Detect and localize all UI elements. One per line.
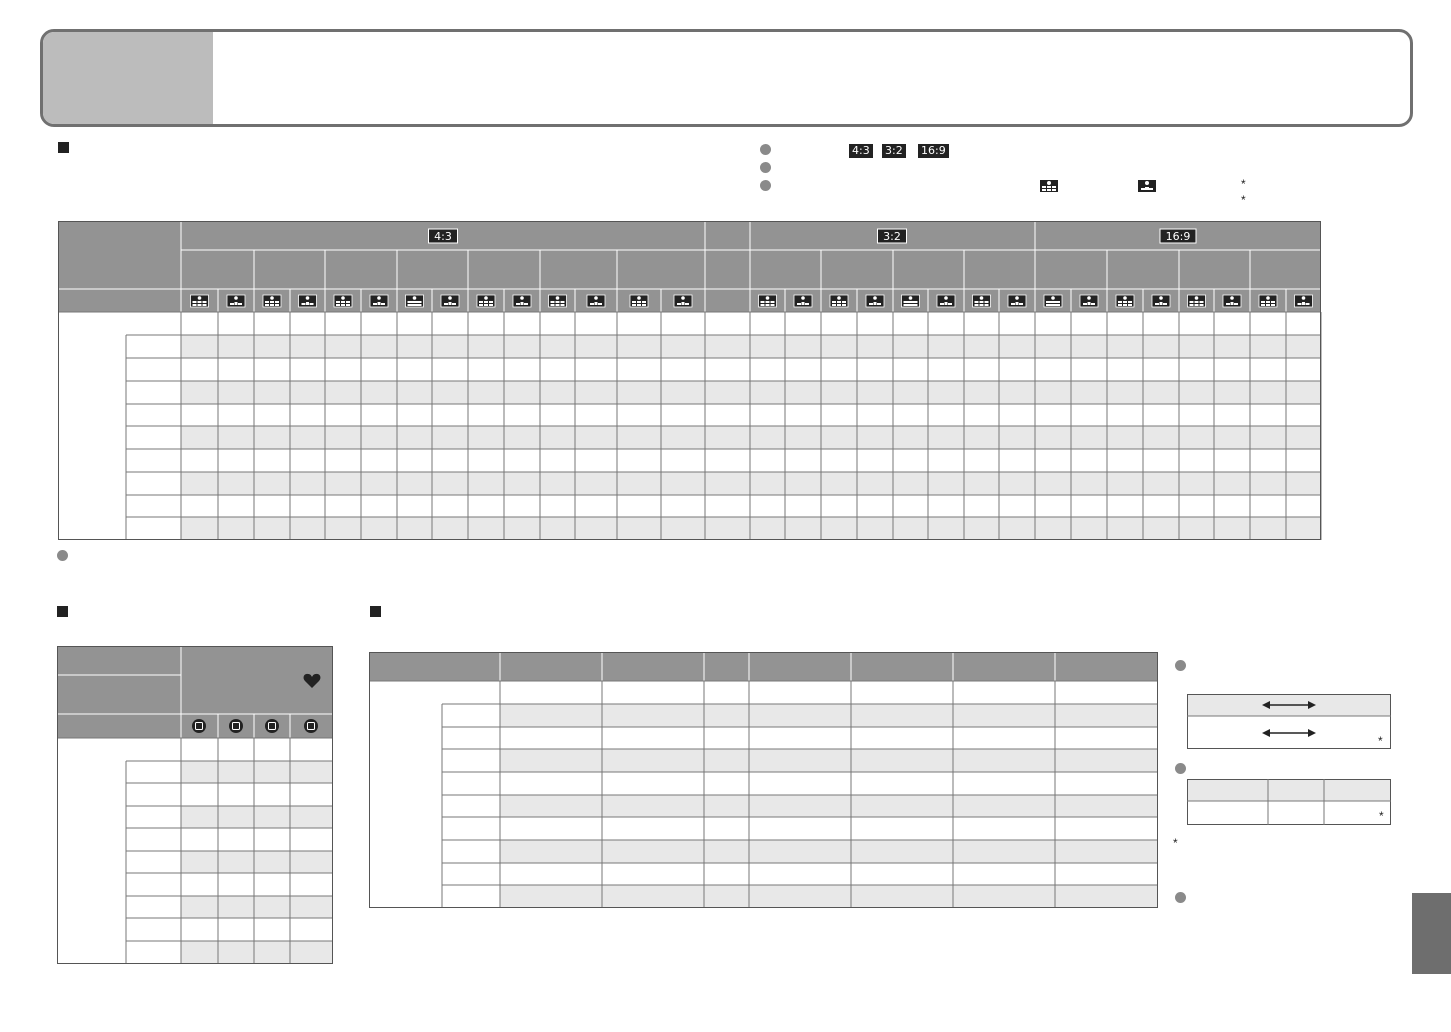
multi-area-af-icon [1116, 295, 1134, 307]
icon-af-point [1118, 301, 1122, 303]
icon-af-point [1123, 301, 1127, 303]
icon-af-point [1306, 303, 1310, 305]
icon-af-point [677, 303, 681, 305]
icon-af-point [275, 304, 279, 306]
icon-af-point [452, 303, 456, 305]
icon-af-point [940, 303, 944, 305]
camera-mode-icon [229, 719, 243, 733]
icon-af-point [832, 304, 836, 306]
arrow-head-right [1308, 729, 1316, 737]
icon-subject [837, 296, 841, 300]
icon-af-point [832, 301, 836, 303]
multi-area-af-icon [334, 295, 352, 307]
icon-subject [234, 296, 238, 300]
single-area-af-icon [441, 295, 459, 307]
aspect-badge-16-9: 16:9 [918, 144, 949, 158]
multi-area-af-icon [759, 295, 777, 307]
icon-af-point [985, 301, 989, 303]
icon-af-point [203, 301, 207, 303]
icon-af-point [1271, 301, 1275, 303]
aspect-badge-label: 16:9 [1165, 230, 1191, 243]
icon-af-point [561, 301, 565, 303]
icon-af-point [346, 304, 350, 306]
table-row-stripe [181, 941, 333, 964]
icon-af-point [484, 304, 488, 306]
icon-af-point [1088, 302, 1091, 305]
icon-subject [341, 296, 345, 300]
icon-subject [413, 296, 417, 300]
icon-af-point [524, 303, 528, 305]
icon-af-point [1046, 301, 1060, 303]
icon-af-point [230, 303, 234, 305]
single-area-af-icon [674, 295, 692, 307]
icon-af-point [802, 302, 805, 305]
icon-circle [304, 719, 318, 733]
icon-subject [484, 296, 488, 300]
multi-area-af-icon [191, 295, 209, 307]
icon-af-point [1226, 303, 1230, 305]
icon-subject [198, 296, 202, 300]
icon-af-point [842, 304, 846, 306]
icon-af-point [761, 301, 765, 303]
icon-af-point [1195, 301, 1199, 303]
icon-subject [377, 296, 381, 300]
table-row-stripe [1187, 779, 1391, 801]
camera-mode-icon [192, 719, 206, 733]
icon-af-point [975, 304, 979, 306]
icon-af-point [1261, 304, 1265, 306]
icon-af-point [985, 304, 989, 306]
icon-subject [1195, 296, 1199, 300]
asterisk-mark: * [1173, 836, 1178, 850]
icon-af-point [766, 301, 770, 303]
icon-af-point [1298, 303, 1302, 305]
icon-af-point [761, 304, 765, 306]
icon-af-point [1128, 304, 1132, 306]
icon-af-point [561, 304, 565, 306]
icon-af-point [980, 301, 984, 303]
table-row-stripe [500, 885, 1158, 908]
icon-af-point [1200, 304, 1204, 306]
icon-af-point [310, 303, 314, 305]
icon-subject [1051, 296, 1055, 300]
icon-af-point [685, 303, 689, 305]
icon-af-point [556, 304, 560, 306]
icon-af-point [797, 303, 801, 305]
table-row-stripe [500, 704, 1158, 727]
icon-af-point [1011, 303, 1015, 305]
side-index-tab [1412, 893, 1451, 974]
icon-af-point [198, 301, 202, 303]
table-row-stripe [181, 426, 1321, 449]
icon-af-point [877, 303, 881, 305]
icon-af-point [341, 301, 345, 303]
wide-area-af-icon [1044, 295, 1062, 307]
icon-af-point [341, 304, 345, 306]
single-area-af-icon [299, 295, 317, 307]
icon-af-point [595, 302, 598, 305]
icon-af-point [265, 301, 269, 303]
arrow-head-left [1262, 729, 1270, 737]
icon-af-point [598, 303, 602, 305]
icon-af-point [1118, 304, 1122, 306]
icon-af-point [302, 303, 306, 305]
icon-subject [681, 296, 685, 300]
icon-af-point [408, 304, 422, 306]
icon-af-point [1234, 303, 1238, 305]
icon-af-point [945, 302, 948, 305]
single-area-af-icon [227, 295, 245, 307]
icon-af-point [373, 303, 377, 305]
asterisk-mark: * [1241, 193, 1246, 207]
icon-af-point [874, 302, 877, 305]
icon-af-point [1046, 304, 1060, 306]
single-area-af-icon [937, 295, 955, 307]
icon-af-point [805, 303, 809, 305]
single-area-af-icon [587, 295, 605, 307]
single-area-af-icon [1152, 295, 1170, 307]
single-area-af-icon [866, 295, 884, 307]
icon-af-point [1200, 301, 1204, 303]
icon-af-point [1231, 302, 1234, 305]
icon-af-point [1261, 301, 1265, 303]
icon-af-point [1163, 303, 1167, 305]
icon-af-point [637, 304, 641, 306]
icon-af-point [556, 301, 560, 303]
wide-area-af-icon [406, 295, 424, 307]
icon-subject [1087, 296, 1091, 300]
multi-area-af-icon [549, 295, 567, 307]
icon-af-point [766, 304, 770, 306]
table-row-stripe [181, 851, 333, 873]
single-area-af-icon [1008, 295, 1026, 307]
multi-area-af-icon [477, 295, 495, 307]
bullet-dot [1175, 763, 1186, 774]
icon-af-point [1190, 301, 1194, 303]
icon-subject [448, 296, 452, 300]
icon-af-point [238, 303, 242, 305]
icon-af-point [1302, 302, 1305, 305]
icon-circle [229, 719, 243, 733]
section-marker [370, 606, 381, 617]
icon-af-point [642, 304, 646, 306]
single-area-af-icon [370, 295, 388, 307]
icon-subject [520, 296, 524, 300]
icon-subject [1015, 296, 1019, 300]
icon-af-point [1123, 304, 1127, 306]
icon-af-point [837, 304, 841, 306]
icon-af-point [1016, 302, 1019, 305]
table-row-stripe [181, 806, 333, 828]
icon-af-point [837, 301, 841, 303]
bullet-dot [57, 550, 68, 561]
icon-af-point [682, 302, 685, 305]
icon-subject [306, 296, 310, 300]
single-area-af-icon [513, 295, 531, 307]
icon-af-point [590, 303, 594, 305]
icon-circle [265, 719, 279, 733]
table-row-stripe [181, 472, 1321, 495]
multi-area-af-icon [263, 295, 281, 307]
icon-subject [637, 296, 641, 300]
aspect-badge-label: 3:2 [883, 230, 901, 243]
table-border [370, 653, 1158, 908]
single-area-af-icon [794, 295, 812, 307]
icon-subject [766, 296, 770, 300]
icon-subject [801, 296, 805, 300]
icon-subject [556, 296, 560, 300]
asterisk-mark: * [1241, 177, 1246, 191]
icon-af-point [1190, 304, 1194, 306]
multi-area-af-icon [1259, 295, 1277, 307]
icon-af-point [479, 301, 483, 303]
multi-area-af-icon [1188, 295, 1206, 307]
camera-mode-icon [304, 719, 318, 733]
multi-area-af-icon [630, 295, 648, 307]
icon-af-point [265, 304, 269, 306]
icon-af-point [479, 304, 483, 306]
icon-circle [192, 719, 206, 733]
table-row-stripe [181, 896, 333, 918]
table-row-stripe [500, 795, 1158, 817]
icon-af-point [346, 301, 350, 303]
icon-af-point [521, 302, 524, 305]
icon-af-point [1266, 301, 1270, 303]
icon-af-point [869, 303, 873, 305]
icon-af-point [551, 301, 555, 303]
icon-af-point [637, 301, 641, 303]
aspect-badge-3-2: 3:2 [882, 144, 906, 158]
icon-af-point [632, 304, 636, 306]
table-row-stripe [500, 840, 1158, 863]
icon-af-point [449, 302, 452, 305]
camera-mode-icon [265, 719, 279, 733]
multi-area-af-icon [973, 295, 991, 307]
icon-af-point [489, 301, 493, 303]
aspect-badge-label: 4:3 [434, 230, 452, 243]
icon-af-point [336, 304, 340, 306]
icon-af-point [551, 304, 555, 306]
bullet-dot [1175, 892, 1186, 903]
icon-af-point [193, 304, 197, 306]
icon-af-point [516, 303, 520, 305]
asterisk-mark: * [1379, 809, 1384, 823]
wide-area-af-icon [902, 295, 920, 307]
icon-af-point [948, 303, 952, 305]
table-row-stripe [181, 381, 1321, 404]
multi-area-af-icon [830, 295, 848, 307]
table-row-stripe [500, 749, 1158, 772]
icon-subject [1123, 296, 1127, 300]
icon-subject [1230, 296, 1234, 300]
icon-af-point [235, 302, 238, 305]
section-marker [57, 606, 68, 617]
single-area-af-icon [1080, 295, 1098, 307]
icon-af-point [642, 301, 646, 303]
icon-af-point [1160, 302, 1163, 305]
aspect-badge [1160, 229, 1196, 243]
icon-subject [1266, 296, 1270, 300]
icon-subject [270, 296, 274, 300]
single-area-af-icon [1223, 295, 1241, 307]
aspect-badge [878, 229, 907, 243]
icon-af-point [408, 301, 422, 303]
icon-af-point [1271, 304, 1275, 306]
icon-subject [1302, 296, 1306, 300]
icon-subject [944, 296, 948, 300]
icon-af-point [1195, 304, 1199, 306]
table-header [369, 652, 1158, 681]
icon-af-point [904, 301, 918, 303]
icon-af-point [198, 304, 202, 306]
icon-af-point [381, 303, 385, 305]
icon-af-point [842, 301, 846, 303]
icon-af-point [270, 301, 274, 303]
icon-af-point [771, 301, 775, 303]
icon-af-point [378, 302, 381, 305]
icon-af-point [980, 304, 984, 306]
icon-af-point [1155, 303, 1159, 305]
icon-af-point [193, 301, 197, 303]
single-area-af-icon [1295, 295, 1313, 307]
icon-af-point [275, 301, 279, 303]
icon-af-point [1266, 304, 1270, 306]
icon-af-point [975, 301, 979, 303]
icon-subject [1159, 296, 1163, 300]
aspect-badge-4-3: 4:3 [849, 144, 873, 158]
icon-af-point [1019, 303, 1023, 305]
icon-af-point [1128, 301, 1132, 303]
icon-af-point [1091, 303, 1095, 305]
icon-subject [873, 296, 877, 300]
icon-subject [909, 296, 913, 300]
icon-af-point [632, 301, 636, 303]
icon-af-point [1083, 303, 1087, 305]
icon-subject [980, 296, 984, 300]
icon-af-point [489, 304, 493, 306]
icon-af-point [306, 302, 309, 305]
icon-af-point [336, 301, 340, 303]
icon-af-point [203, 304, 207, 306]
icon-subject [594, 296, 598, 300]
icon-af-point [444, 303, 448, 305]
icon-af-point [904, 304, 918, 306]
table-row-stripe [181, 761, 333, 783]
bullet-dot [1175, 660, 1186, 671]
table-row-stripe [181, 335, 1321, 358]
table-row-stripe [181, 517, 1321, 540]
asterisk-mark: * [1378, 734, 1383, 748]
aspect-badge [429, 229, 458, 243]
icon-af-point [771, 304, 775, 306]
icon-af-point [484, 301, 488, 303]
icon-af-point [270, 304, 274, 306]
